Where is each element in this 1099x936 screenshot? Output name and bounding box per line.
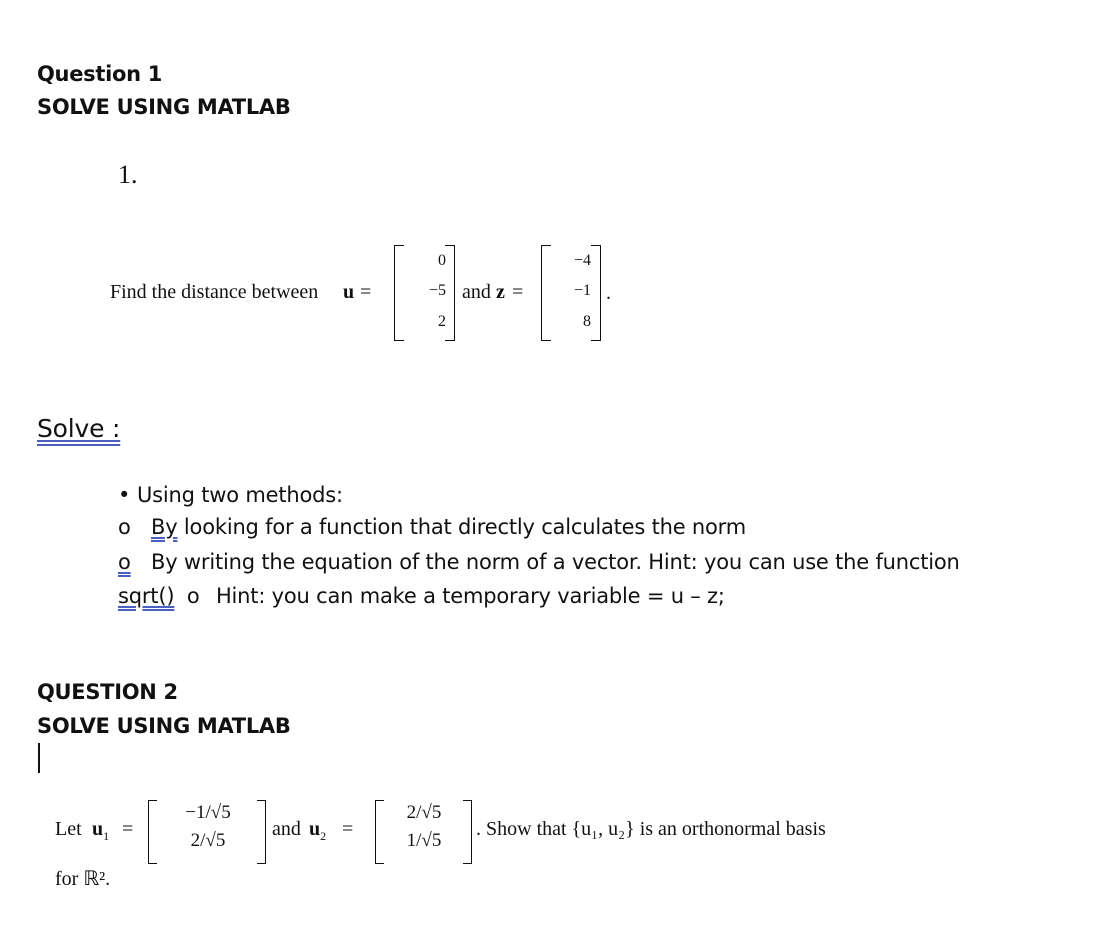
z-entry-2: −1 [573,282,591,299]
z-entry-3: 8 [583,313,591,330]
text-cursor [38,743,40,773]
u1-entry-1: −1/√5 [185,802,231,823]
solve-line-2-by: By [151,515,178,539]
z-entry-1: −4 [573,252,591,269]
u1-right-bracket [257,800,266,864]
u-right-bracket [445,245,455,341]
solve-line-4 [118,584,725,608]
u1-equals: = [122,818,134,840]
u2-equals: = [342,818,354,840]
u-entry-2: −5 [428,282,446,299]
solve-circle-3: o [186,584,200,608]
sqrt-function: sqrt() [118,584,175,608]
let-text: Let [55,818,82,840]
u2-entry-2: 1/√5 [406,830,442,851]
z-vector-label: z [496,281,505,303]
u-entry-3: 2 [438,313,446,330]
solve-label: Solve : [37,414,121,443]
question-1-subtitle: SOLVE USING MATLAB [37,95,291,119]
q1-period: . [606,282,611,304]
solve-circle-1: o [118,515,131,539]
u2-left-bracket [375,800,384,864]
and-text: and [462,281,491,303]
solve-bullet: • [118,483,131,507]
u1-label [92,818,109,844]
u1-left-bracket [148,800,157,864]
u2-label [309,818,326,844]
solve-line-1: Using two methods: [137,483,343,507]
u-entry-1: 0 [438,252,446,269]
question-2-subtitle: SOLVE USING MATLAB [37,714,291,738]
z-equals: = [512,281,524,303]
for-r2-text: for ℝ². [55,868,111,890]
u2-right-bracket [463,800,472,864]
u2-entry-1: 2/√5 [406,802,442,823]
u-equals: = [360,281,372,303]
u-vector-label: u [343,281,355,303]
question-2-title: QUESTION 2 [37,680,178,704]
solve-line-3: By writing the equation of the norm of a vector. Hint: you can use the function [151,550,960,574]
u1-letter: u [92,818,104,840]
u1-entry-2: 2/√5 [190,830,226,851]
solve-line-2 [151,515,746,539]
solve-circle-2: o [118,550,131,574]
q2-and-text: and [272,818,301,840]
solve-line-2-rest: looking for a function that directly calculates the norm [183,515,747,539]
u2-letter: u [309,818,321,840]
question-1-title: Question 1 [37,62,163,86]
u2-subscript: 2 [320,829,327,843]
distance-prompt: Find the distance between [110,281,319,303]
u1-subscript: 1 [103,829,110,843]
show-text: . Show that {u₁, u₂} is an orthonormal basis [476,818,826,840]
solve-line-4-rest: Hint: you can make a temporary variable = u – z; [215,584,725,608]
z-right-bracket [591,245,601,341]
item-number: 1. [118,160,138,189]
